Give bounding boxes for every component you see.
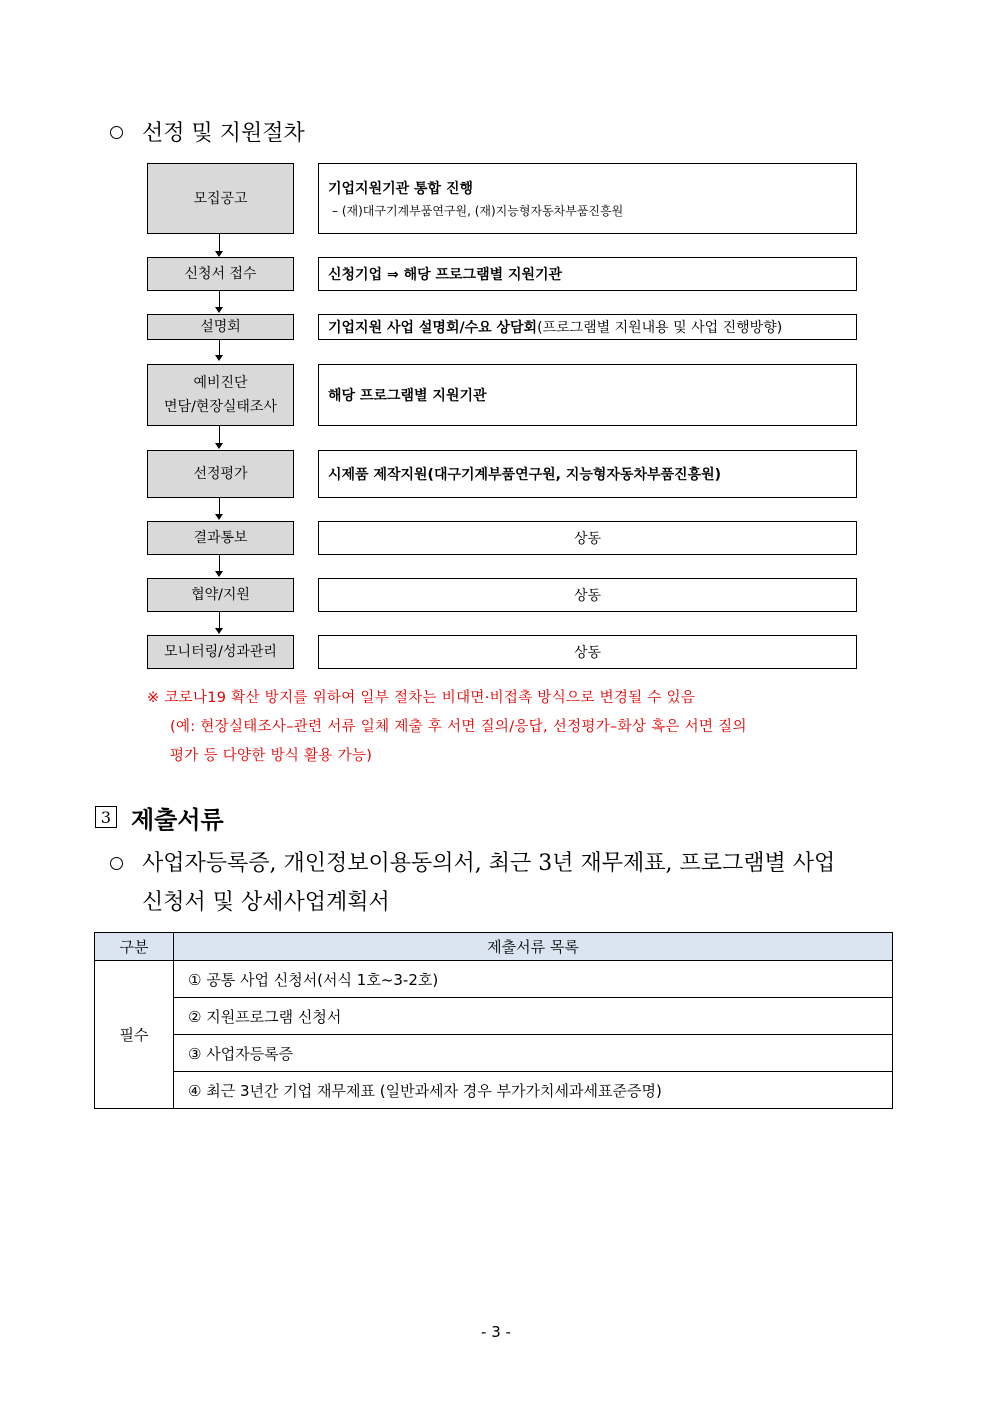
flow-desc-text: 상동 [573, 645, 602, 661]
flow-step-application [147, 257, 294, 291]
bullet-circle-icon [110, 857, 123, 870]
arrow-down-icon [215, 355, 223, 361]
flow-step-label: 선정평가 [193, 466, 248, 482]
flow-step-label: 결과통보 [193, 530, 248, 546]
flow-connector [219, 498, 220, 514]
arrow-down-icon [215, 443, 223, 449]
header-docs-list: 제출서류 목록 [174, 933, 893, 961]
flow-desc-text: 상동 [573, 531, 602, 547]
notice-line-3: 평가 등 다양한 방식 활용 가능) [170, 748, 373, 764]
flow-connector [219, 612, 220, 628]
section-title-docs: 제출서류 [131, 806, 224, 834]
flow-step-label-line1: 예비진단 [193, 375, 248, 391]
notice-line-2: (예: 현장실태조사–관련 서류 일체 제출 후 서면 질의/응답, 선정평가–화상 혹은 서면 질의 [170, 719, 747, 735]
flow-desc-agreement [318, 578, 857, 612]
flow-desc-text: 신청기업 ⇒ 해당 프로그램별 지원기관 [328, 267, 563, 283]
flow-step-evaluation [147, 450, 294, 498]
flow-step-agreement [147, 578, 294, 612]
flow-step-recruitment [147, 163, 294, 234]
flow-connector [219, 340, 220, 355]
flow-desc-text: 기업지원기관 통합 진행 [328, 181, 473, 197]
docs-table [94, 932, 893, 1109]
doc-item: ③ 사업자등록증 [174, 1035, 893, 1072]
flow-desc-text: 기업지원 사업 설명회/수요 상담회 [328, 320, 538, 336]
docs-summary-line-1: 사업자등록증, 개인정보이용동의서, 최근 3년 재무제표, 프로그램별 사업 [142, 851, 836, 876]
flow-desc-tail: (프로그램별 지원내용 및 사업 진행방향) [537, 320, 783, 336]
flow-step-monitoring [147, 635, 294, 669]
flow-desc-recruitment [318, 163, 857, 234]
header-category: 구분 [95, 933, 174, 961]
table-header-row [95, 933, 893, 961]
flow-step-label: 신청서 접수 [184, 266, 257, 282]
flow-step-preliminary [147, 364, 294, 426]
flow-step-label: 협약/지원 [191, 587, 250, 603]
section-title-procedure: 선정 및 지원절차 [142, 121, 305, 146]
flow-desc-preliminary [318, 364, 857, 426]
docs-summary-line-2: 신청서 및 상세사업계획서 [142, 890, 390, 915]
flow-step-label-line2: 면담/현장실태조사 [164, 399, 277, 415]
arrow-down-icon [215, 307, 223, 313]
category-required: 필수 [95, 961, 174, 1109]
bullet-circle-icon [110, 126, 123, 139]
flow-desc-text: 상동 [573, 588, 602, 604]
doc-item: ① 공통 사업 신청서(서식 1호~3-2호) [174, 961, 893, 998]
flow-desc-evaluation [318, 450, 857, 498]
flow-desc-text: 시제품 제작지원(대구기계부품연구원, 지능형자동차부품진흥원) [328, 467, 722, 483]
flow-step-briefing [147, 314, 294, 340]
doc-item: ④ 최근 3년간 기업 재무제표 (일반과세자 경우 부가가치세과세표준증명) [174, 1072, 893, 1109]
page-number: - 3 - [481, 1323, 511, 1341]
arrow-down-icon [215, 628, 223, 634]
doc-item: ② 지원프로그램 신청서 [174, 998, 893, 1035]
table-row [95, 998, 893, 1035]
flow-step-label: 모니터링/성과관리 [164, 644, 277, 660]
notice-line-1: ※ 코로나19 확산 방지를 위하여 일부 절차는 비대면·비접촉 방식으로 변경될 수 있음 [147, 690, 696, 706]
flow-desc-application [318, 257, 857, 291]
table-row [95, 961, 893, 998]
flow-desc-briefing [318, 314, 857, 340]
section-number-box: 3 [95, 806, 117, 828]
table-row [95, 1072, 893, 1109]
flow-step-notification [147, 521, 294, 555]
flow-desc-notification [318, 521, 857, 555]
flow-desc-monitoring [318, 635, 857, 669]
table-row [95, 1035, 893, 1072]
flow-step-label: 모집공고 [193, 190, 248, 207]
flow-desc-subtext: – (재)대구기계부품연구원, (재)지능형자동차부품진흥원 [332, 204, 624, 218]
flow-connector [219, 291, 220, 308]
flow-desc-text: 해당 프로그램별 지원기관 [328, 388, 487, 404]
arrow-down-icon [215, 514, 223, 520]
flow-connector [219, 234, 220, 251]
flow-step-label: 설명회 [200, 319, 241, 335]
arrow-down-icon [215, 571, 223, 577]
flow-connector [219, 555, 220, 571]
flow-connector [219, 426, 220, 443]
